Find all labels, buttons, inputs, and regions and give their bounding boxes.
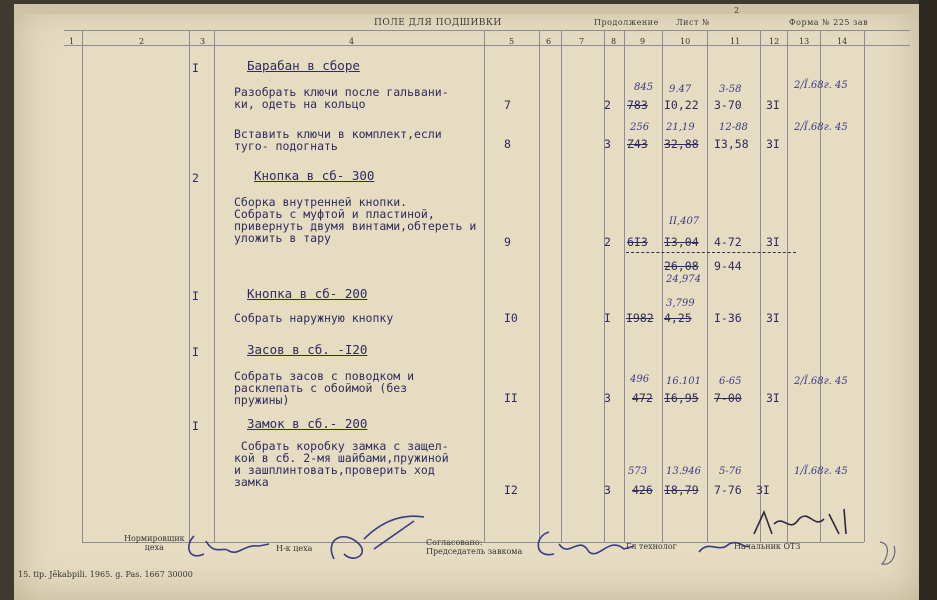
col-line — [484, 30, 485, 542]
header-bottom-line — [64, 45, 910, 46]
col12-value: 3I — [766, 235, 780, 249]
hand-value: 12-88 — [719, 122, 748, 133]
operation-number: I0 — [504, 311, 518, 325]
operation-number: 7 — [504, 98, 511, 112]
signature-normirovshchik — [184, 526, 274, 566]
col12-value: 3I — [766, 98, 780, 112]
operation-number: I2 — [504, 483, 518, 497]
label-nach-ceha: Н-к цеха — [276, 544, 313, 553]
col-header: 11 — [730, 37, 741, 46]
label-technolog: Гл технолог — [626, 542, 677, 551]
col-header: 3 — [200, 37, 206, 46]
rate: I3,58 — [714, 137, 749, 151]
operation-number: 9 — [504, 235, 511, 249]
section-title: Кнопка в сб- 300 — [254, 168, 375, 183]
col-line — [662, 30, 663, 542]
group-mark: I — [192, 289, 199, 303]
crossed-value: 6I3 — [627, 235, 648, 249]
hand-value: 6-65 — [719, 376, 742, 387]
signature-predsedatel — [529, 524, 639, 564]
col-header: 4 — [349, 37, 355, 46]
col-header: 8 — [611, 37, 617, 46]
col-line — [624, 30, 625, 542]
hand-value: 496 — [630, 374, 650, 385]
hand-value: 9.47 — [669, 84, 692, 95]
group-mark: I — [192, 345, 199, 359]
col12-value: 3I — [766, 391, 780, 405]
crossed-value: 26,08 — [664, 259, 699, 273]
col8-value: 3 — [604, 137, 611, 151]
norm-time: I0,22 — [664, 98, 699, 112]
col-header: 10 — [680, 37, 691, 46]
col-header: 2 — [139, 37, 145, 46]
hand-value: 5-76 — [719, 466, 742, 477]
col-line — [539, 30, 540, 542]
hand-value: 3,799 — [666, 298, 695, 309]
crossed-value: 32,88 — [664, 137, 699, 151]
header-top-line — [64, 30, 910, 31]
hand-value: 3-58 — [719, 84, 742, 95]
col-header: 13 — [799, 37, 810, 46]
operation-text: Вставить ключи в комплект,если туго- подогнать — [234, 127, 442, 153]
col-header: 5 — [509, 37, 515, 46]
hand-value: 13.946 — [666, 466, 701, 477]
col8-value: 2 — [604, 98, 611, 112]
col12-value: 3I — [756, 483, 770, 497]
crossed-value: 4,25 — [664, 311, 692, 325]
col8-value: 3 — [604, 391, 611, 405]
group-mark: 2 — [192, 171, 199, 185]
operation-text: Собрать наружную кнопку — [234, 311, 394, 325]
printer-imprint: 15. tip. Jēkabpili. 1965. g. Pas. 1667 30000 — [18, 570, 193, 579]
binding-margin-label: ПОЛЕ ДЛЯ ПОДШИВКИ — [374, 18, 502, 28]
group-mark: I — [192, 419, 199, 433]
crossed-value: 783 — [627, 98, 648, 112]
crossed-value: I3,04 — [664, 235, 699, 249]
hand-value: 573 — [628, 466, 648, 477]
section-title: Барабан в сборе — [247, 58, 360, 73]
col-header: 14 — [837, 37, 848, 46]
label-soglasovano: Согласовано: Председатель завкома — [426, 538, 523, 556]
book-binding — [919, 0, 937, 600]
col8-value: 3 — [604, 483, 611, 497]
rate: 9-44 — [714, 259, 742, 273]
form-number-label: Форма № 225 зав — [789, 18, 869, 27]
section-title: Кнопка в сб- 200 — [247, 286, 368, 301]
group-mark: I — [192, 61, 199, 75]
dashed-separator — [626, 252, 796, 253]
hand-value: 24,974 — [666, 274, 701, 285]
col8-value: I — [604, 311, 611, 325]
hand-value: 16.101 — [666, 376, 701, 387]
rate: I-36 — [714, 311, 742, 325]
approval-date: 2/Ï.68г. 45 — [794, 80, 848, 91]
col-header: 9 — [640, 37, 646, 46]
signature-nach-ceha — [314, 509, 434, 569]
crossed-value: Z43 — [627, 137, 648, 151]
col-header: 1 — [69, 37, 75, 46]
rate: 7-76 — [714, 483, 742, 497]
approval-date: 1/Ï.68г. 45 — [794, 466, 848, 477]
approval-date: 2/Ï.68г. 45 — [794, 376, 848, 387]
col-line — [214, 30, 215, 542]
col-header: 7 — [579, 37, 585, 46]
signature-nach-otz — [744, 504, 854, 544]
operation-text: Собрать засов с поводком и расклепать с обоймой (без пружины) — [234, 369, 415, 407]
approval-date: 2/Ï.68г. 45 — [794, 122, 848, 133]
col8-value: 2 — [604, 235, 611, 249]
col12-value: 3I — [766, 137, 780, 151]
operation-text: Сборка внутренней кнопки. Собрать с муфтой и пластиной, привернуть двумя винтами,обтереть и уложить в тару — [234, 195, 477, 245]
operation-number: II — [504, 391, 518, 405]
crossed-value: 426 — [632, 483, 653, 497]
corner-pencil-mark — [872, 534, 902, 574]
continuation-label: Продолжение — [594, 18, 659, 27]
col-header: 6 — [546, 37, 552, 46]
crossed-value: I982 — [626, 311, 654, 325]
col-header: 12 — [769, 37, 780, 46]
hand-value: 845 — [634, 82, 654, 93]
col-line — [189, 30, 190, 542]
col-line — [787, 30, 788, 542]
hand-value: 21,19 — [666, 122, 695, 133]
operation-text: Собрать коробку замка с защел- кой в сб. 2-мя шайбами,пружиной и зашплинтовать,проверить ход замка — [234, 439, 449, 489]
crossed-value: 7-00 — [714, 391, 742, 405]
section-title: Замок в сб.- 200 — [247, 416, 368, 431]
page-mark: 2 — [734, 6, 740, 15]
rate: 3-70 — [714, 98, 742, 112]
col-line — [864, 30, 865, 542]
operation-number: 8 — [504, 137, 511, 151]
label-normirovshchik: Нормировщик цеха — [124, 534, 185, 552]
col-line — [82, 30, 83, 542]
section-title: Засов в сб. -I20 — [247, 342, 368, 357]
ledger-page — [14, 4, 920, 600]
col-line — [707, 30, 708, 542]
crossed-value: 472 — [632, 391, 653, 405]
col-line — [561, 30, 562, 542]
hand-value: 256 — [630, 122, 650, 133]
operation-text: Разобрать ключи после гальвани- ки, одеть на кольцо — [234, 85, 449, 111]
sheet-label: Лист № — [676, 18, 711, 27]
rate: 4-72 — [714, 235, 742, 249]
crossed-value: I8,79 — [664, 483, 699, 497]
col12-value: 3I — [766, 311, 780, 325]
crossed-value: I6,95 — [664, 391, 699, 405]
page-top-edge — [14, 4, 920, 14]
hand-value: II,407 — [669, 216, 700, 227]
col-line — [760, 30, 761, 542]
label-nach-otz: Начальник ОТЗ — [734, 542, 801, 551]
